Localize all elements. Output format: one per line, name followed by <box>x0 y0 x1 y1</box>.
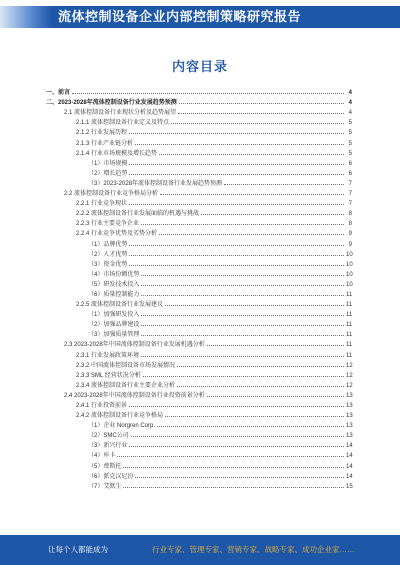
toc-page-number: 13 <box>346 392 353 399</box>
toc-page-number: 4 <box>344 90 352 96</box>
toc-entry[interactable] <box>46 237 352 247</box>
toc-entry-title: 2.2.1 行业竞争现状 <box>76 198 129 207</box>
header-accent <box>0 6 52 28</box>
toc-entry[interactable] <box>46 177 352 187</box>
toc-page-number: 12 <box>346 362 353 369</box>
toc-dot-leader <box>141 335 344 336</box>
toc-entry-title: 一、前言 <box>46 87 72 96</box>
toc-page-number: 13 <box>346 433 353 440</box>
toc-dot-leader <box>141 356 344 357</box>
toc-page-number: 8 <box>344 211 352 217</box>
toc-page-number: 14 <box>346 443 353 450</box>
toc-dot-leader <box>129 446 344 447</box>
toc-entry[interactable] <box>46 369 352 379</box>
toc-dot-leader <box>141 224 344 225</box>
toc-entry-title: （3）新兴行业 <box>88 440 129 449</box>
toc-entry[interactable] <box>46 338 352 348</box>
toc-dot-leader <box>165 305 344 306</box>
toc-page-number: 11 <box>346 312 353 319</box>
toc-entry[interactable] <box>46 318 352 328</box>
toc-dot-leader <box>141 295 344 296</box>
toc-entry-title: （4）库卡 <box>88 450 117 459</box>
toc-page-number: 7 <box>344 191 352 197</box>
footer-expert-list: 行业专家、管理专家、营销专家、战略专家、成功企业家…… <box>152 545 355 554</box>
toc-entry[interactable] <box>46 278 352 288</box>
toc-page-number: 10 <box>346 261 353 268</box>
toc-entry-title: （1）品牌优势 <box>88 239 129 248</box>
toc-page-number: 11 <box>346 302 353 309</box>
toc-dot-leader <box>177 366 344 367</box>
toc-dot-leader <box>165 416 344 417</box>
toc-entry-title: 2.4.1 行业投资前景 <box>76 400 129 409</box>
toc-entry[interactable] <box>46 86 352 96</box>
toc-entry[interactable] <box>46 217 352 227</box>
toc-entry-title: （2）增长趋势 <box>88 168 129 177</box>
toc-entry-title: 2.3.3 SML 经营状况分析 <box>76 370 143 379</box>
toc-dot-leader <box>129 204 344 205</box>
toc-entry[interactable] <box>46 187 352 197</box>
toc-page-number: 12 <box>346 372 353 379</box>
toc-entry-title: （7）艾默生 <box>88 481 123 490</box>
toc-dot-leader <box>123 467 344 468</box>
toc-page-number: 4 <box>344 110 352 116</box>
toc-entry-title: （3）2023-2028年流体控制设备行业发展趋势预测 <box>88 178 224 187</box>
toc-entry[interactable] <box>46 419 352 429</box>
toc-dot-leader <box>72 93 344 94</box>
toc-entry[interactable] <box>46 197 352 207</box>
toc-dot-leader <box>160 194 344 195</box>
toc-entry-title: （6）派克汉尼汾 <box>88 471 135 480</box>
toc-entry[interactable] <box>46 116 352 126</box>
toc-page-number: 13 <box>346 413 353 420</box>
toc-entry[interactable] <box>46 449 352 459</box>
toc-entry[interactable] <box>46 136 352 146</box>
toc-page-number: 14 <box>346 463 353 470</box>
toc-page-number: 14 <box>346 473 353 480</box>
toc-entry-title: 2.3.2 中国流体控制设备市场发展情况 <box>76 360 177 369</box>
toc-entry[interactable] <box>46 348 352 358</box>
toc-entry[interactable] <box>46 459 352 469</box>
toc-dot-leader <box>224 184 344 185</box>
toc-entry[interactable] <box>46 328 352 338</box>
toc-entry-title: 2.3.1 行业发展政策环境 <box>76 350 141 359</box>
toc-entry-title: （2）人才优势 <box>88 249 129 258</box>
toc-entry-title: （3）资金优势 <box>88 259 129 268</box>
toc-entry-title: （3）加强质量管理 <box>88 329 141 338</box>
toc-dot-leader <box>177 386 344 387</box>
toc-page-number: 11 <box>346 342 353 349</box>
toc-entry[interactable] <box>46 409 352 419</box>
toc-dot-leader <box>159 234 344 235</box>
toc-entry[interactable] <box>46 157 352 167</box>
toc-entry[interactable] <box>46 106 352 116</box>
toc-heading: 内容目录 <box>171 59 228 74</box>
toc-dot-leader <box>141 285 344 286</box>
toc-dot-leader <box>207 345 344 346</box>
toc-dot-leader <box>207 396 344 397</box>
toc-entry[interactable] <box>46 379 352 389</box>
toc-page-number: 12 <box>346 382 353 389</box>
toc-page-number: 11 <box>346 332 353 339</box>
toc-dot-leader <box>143 376 344 377</box>
toc-entry-title: 2.3 2023-2028年中国流体控制设备行业发展机遇分析 <box>64 339 207 348</box>
toc-entry[interactable] <box>46 126 352 136</box>
toc-page-number: 5 <box>344 141 352 147</box>
toc-dot-leader <box>135 144 344 145</box>
toc-dot-leader <box>178 113 344 114</box>
toc-entry-title: （2）加强品牌建设 <box>88 319 141 328</box>
toc-dot-leader <box>129 133 344 134</box>
toc-dot-leader <box>141 275 344 276</box>
toc-entry-title: 2.2 流体控制设备行业竞争格局分析 <box>64 188 160 197</box>
toc-entry[interactable] <box>46 470 352 480</box>
toc-page-number: 4 <box>344 100 352 106</box>
toc-page-number: 13 <box>346 423 353 430</box>
toc-entry-title: 2.2.3 行业主要竞争企业 <box>76 218 141 227</box>
toc-dot-leader <box>157 426 344 427</box>
toc-entry-title: （1）加强研发投入 <box>88 309 141 318</box>
toc-dot-leader <box>129 406 344 407</box>
toc-dot-leader <box>129 174 344 175</box>
toc-entry-title: 2.1.4 行业市场规模及增长趋势 <box>76 148 159 157</box>
toc-entry[interactable] <box>46 96 352 106</box>
page-header <box>0 0 400 38</box>
toc-entry-title: （1）企业 Norgren Corp. <box>88 420 157 429</box>
toc-entry-title: （4）市场份额优势 <box>88 269 141 278</box>
footer-slogan: 让每个人都能成为 <box>48 545 108 554</box>
toc-page-number: 7 <box>344 201 352 207</box>
toc-dot-leader <box>117 456 344 457</box>
toc-page-number: 11 <box>346 322 353 329</box>
toc-entry-title: 2.1.1 流体控制设备行业定义及特点 <box>76 117 171 126</box>
toc-entry-title: （5）费斯托 <box>88 461 123 470</box>
toc-entry-title: 2.2.5 流体控制设备行业发展建议 <box>76 299 165 308</box>
toc-page-number: 5 <box>344 151 352 157</box>
toc-page-number: 8 <box>344 221 352 227</box>
toc-entry-title: 2.4 2023-2028年中国流体控制设备行业投资前景分析 <box>64 390 207 399</box>
toc-entry[interactable] <box>46 298 352 308</box>
page-footer <box>0 535 400 565</box>
toc-entry-title: 2.3.4 流体控制设备行业主要企业分析 <box>76 380 177 389</box>
toc-entry[interactable] <box>46 308 352 318</box>
toc-dot-leader <box>179 103 344 104</box>
toc-dot-leader <box>129 245 344 246</box>
toc-entry-title: 2.1 流体控制设备行业现状分析及趋势展望 <box>64 107 178 116</box>
toc-entry[interactable] <box>46 167 352 177</box>
toc-dot-leader <box>131 436 344 437</box>
toc-page-number: 11 <box>346 352 353 359</box>
toc-page-number: 11 <box>346 291 353 298</box>
toc-page-number: 13 <box>346 403 353 409</box>
toc-entry-title: 2.2.2 流体控制设备行业发展面临的机遇与挑战 <box>76 208 201 217</box>
toc-entry-title: 2.1.3 行业产业链分析 <box>76 138 135 147</box>
toc-entry[interactable] <box>46 147 352 157</box>
toc-entry-title: 二、2023-2028年流体控制设备行业发展趋势预测 <box>46 97 179 106</box>
toc-dot-leader <box>123 487 344 488</box>
document-title: 流体控制设备企业内部控制策略研究报告 <box>58 9 302 24</box>
toc-entry-title: （2）SMC公司 <box>88 430 131 439</box>
toc-dot-leader <box>141 325 344 326</box>
toc-entry[interactable] <box>46 439 352 449</box>
toc-entry[interactable] <box>46 389 352 399</box>
toc-entry[interactable] <box>46 359 352 369</box>
toc-entry-title: （1）市场规模 <box>88 158 129 167</box>
toc-dot-leader <box>141 315 344 316</box>
table-of-contents <box>46 86 352 490</box>
toc-dot-leader <box>159 154 344 155</box>
toc-entry-title: 2.2.4 行业竞争优势及劣势分析 <box>76 228 159 237</box>
toc-page-number: 15 <box>346 483 353 490</box>
toc-page-number: 9 <box>344 242 352 248</box>
toc-dot-leader <box>129 164 344 165</box>
toc-entry-title: （5）研发技术投入 <box>88 279 141 288</box>
toc-page-number: 10 <box>346 251 353 258</box>
toc-entry[interactable] <box>46 399 352 409</box>
toc-entry[interactable] <box>46 227 352 237</box>
toc-page-number: 9 <box>344 231 352 237</box>
toc-entry[interactable] <box>46 258 352 268</box>
toc-page-number: 6 <box>344 171 352 177</box>
toc-page-number: 5 <box>344 130 352 136</box>
toc-page-number: 10 <box>346 281 353 288</box>
toc-entry[interactable] <box>46 248 352 258</box>
toc-page-number: 14 <box>346 453 353 460</box>
toc-entry-title: 2.1.2 行业发展历程 <box>76 127 129 136</box>
toc-entry[interactable] <box>46 268 352 278</box>
toc-page-number: 7 <box>344 181 352 187</box>
toc-page-number: 5 <box>344 120 352 126</box>
toc-dot-leader <box>135 477 344 478</box>
toc-dot-leader <box>129 255 344 256</box>
toc-entry-title: 2.4.2 流体控制设备行业竞争格局 <box>76 410 165 419</box>
toc-page-number: 10 <box>346 271 353 278</box>
toc-entry[interactable] <box>46 429 352 439</box>
toc-entry-title: （6）质量控制能力 <box>88 289 141 298</box>
toc-entry[interactable] <box>46 207 352 217</box>
toc-page-number: 6 <box>344 161 352 167</box>
toc-entry[interactable] <box>46 288 352 298</box>
toc-entry[interactable] <box>46 480 352 490</box>
toc-dot-leader <box>129 265 344 266</box>
toc-dot-leader <box>171 123 344 124</box>
toc-dot-leader <box>201 214 344 215</box>
